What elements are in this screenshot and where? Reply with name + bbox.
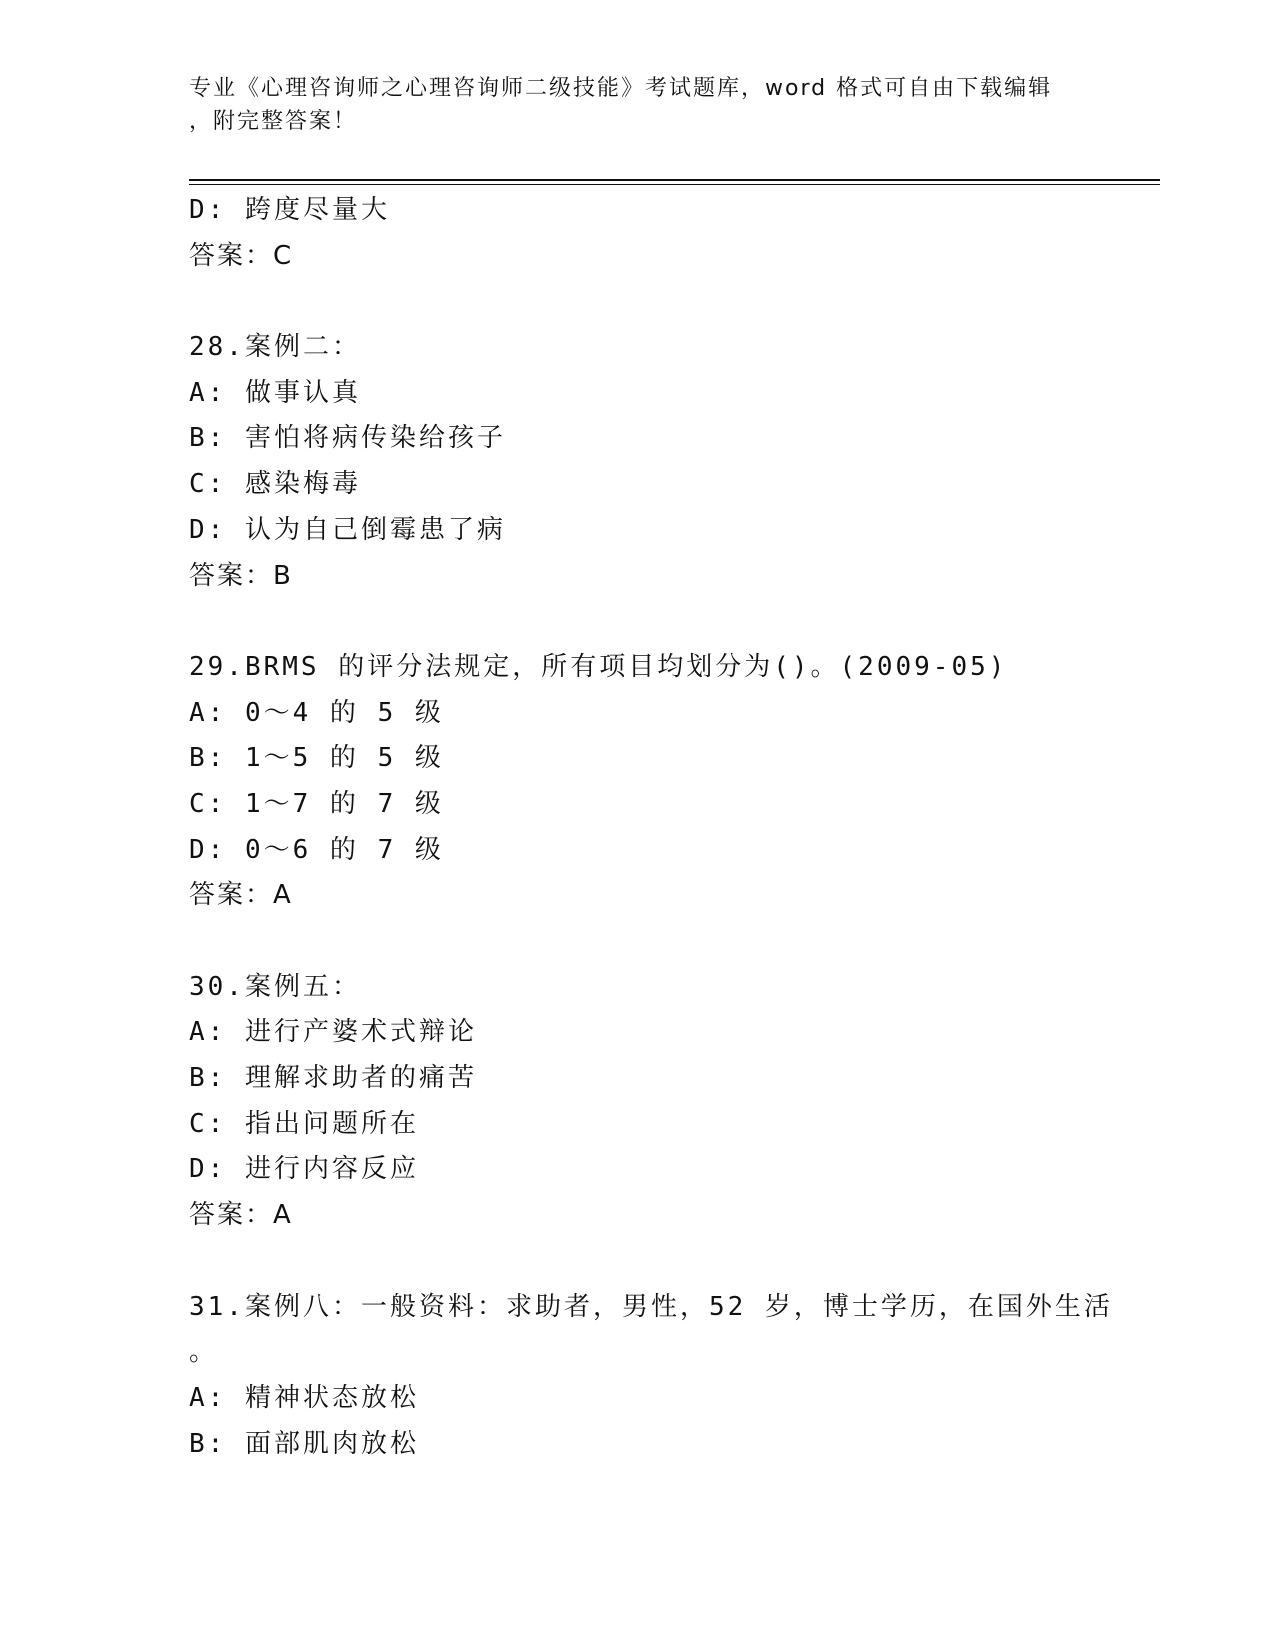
q28-option-c: C: 感染梅毒: [189, 469, 361, 500]
spacer: [189, 919, 1160, 965]
header-title-line2: ，附完整答案！: [189, 109, 358, 134]
q28-option-b: B: 害怕将病传染给孩子: [189, 423, 506, 454]
q30-option-a: A: 进行产婆术式辩论: [189, 1017, 477, 1048]
q31-option-a: A: 精神状态放松: [189, 1382, 419, 1413]
q29-answer: 答案：A: [189, 880, 293, 911]
spacer: [189, 1239, 1160, 1285]
question-list: [189, 188, 1160, 1467]
q29-option-a: A: 0～4 的 5 级: [189, 697, 444, 728]
spacer: [189, 599, 1160, 645]
q31-option-b: B: 面部肌肉放松: [189, 1428, 419, 1459]
q28-answer: 答案：B: [189, 560, 293, 591]
spacer: [189, 279, 1160, 325]
header-divider-thick: [189, 179, 1160, 181]
header-title-line1: 专业《心理咨询师之心理咨询师二级技能》考试题库，word 格式可自由下载编辑: [189, 76, 1053, 101]
q30-title: 30.案例五：: [189, 971, 361, 1002]
header-divider-thin: [189, 184, 1160, 185]
q30-option-c: C: 指出问题所在: [189, 1108, 419, 1139]
q30-answer: 答案：A: [189, 1200, 293, 1231]
q29-title: 29.BRMS 的评分法规定，所有项目均划分为()。(2009-05): [189, 651, 1008, 682]
q28-option-a: A: 做事认真: [189, 377, 361, 408]
q29-option-b: B: 1～5 的 5 级: [189, 743, 444, 774]
q27-answer: 答案：C: [189, 240, 294, 271]
q28-option-d: D: 认为自己倒霉患了病: [189, 514, 506, 545]
q30-option-d: D: 进行内容反应: [189, 1154, 419, 1185]
q30-option-b: B: 理解求助者的痛苦: [189, 1063, 477, 1094]
q29-option-d: D: 0～6 的 7 级: [189, 834, 444, 865]
q29-option-c: C: 1～7 的 7 级: [189, 788, 444, 819]
q28-title: 28.案例二：: [189, 332, 361, 363]
document-header: [189, 72, 1089, 138]
q31-title: 31.案例八：一般资料：求助者，男性，52 岁，博士学历，在国外生活: [189, 1291, 1113, 1322]
q27-option-d: D: 跨度尽量大: [189, 195, 390, 225]
q31-title-continuation: 。: [189, 1337, 219, 1368]
